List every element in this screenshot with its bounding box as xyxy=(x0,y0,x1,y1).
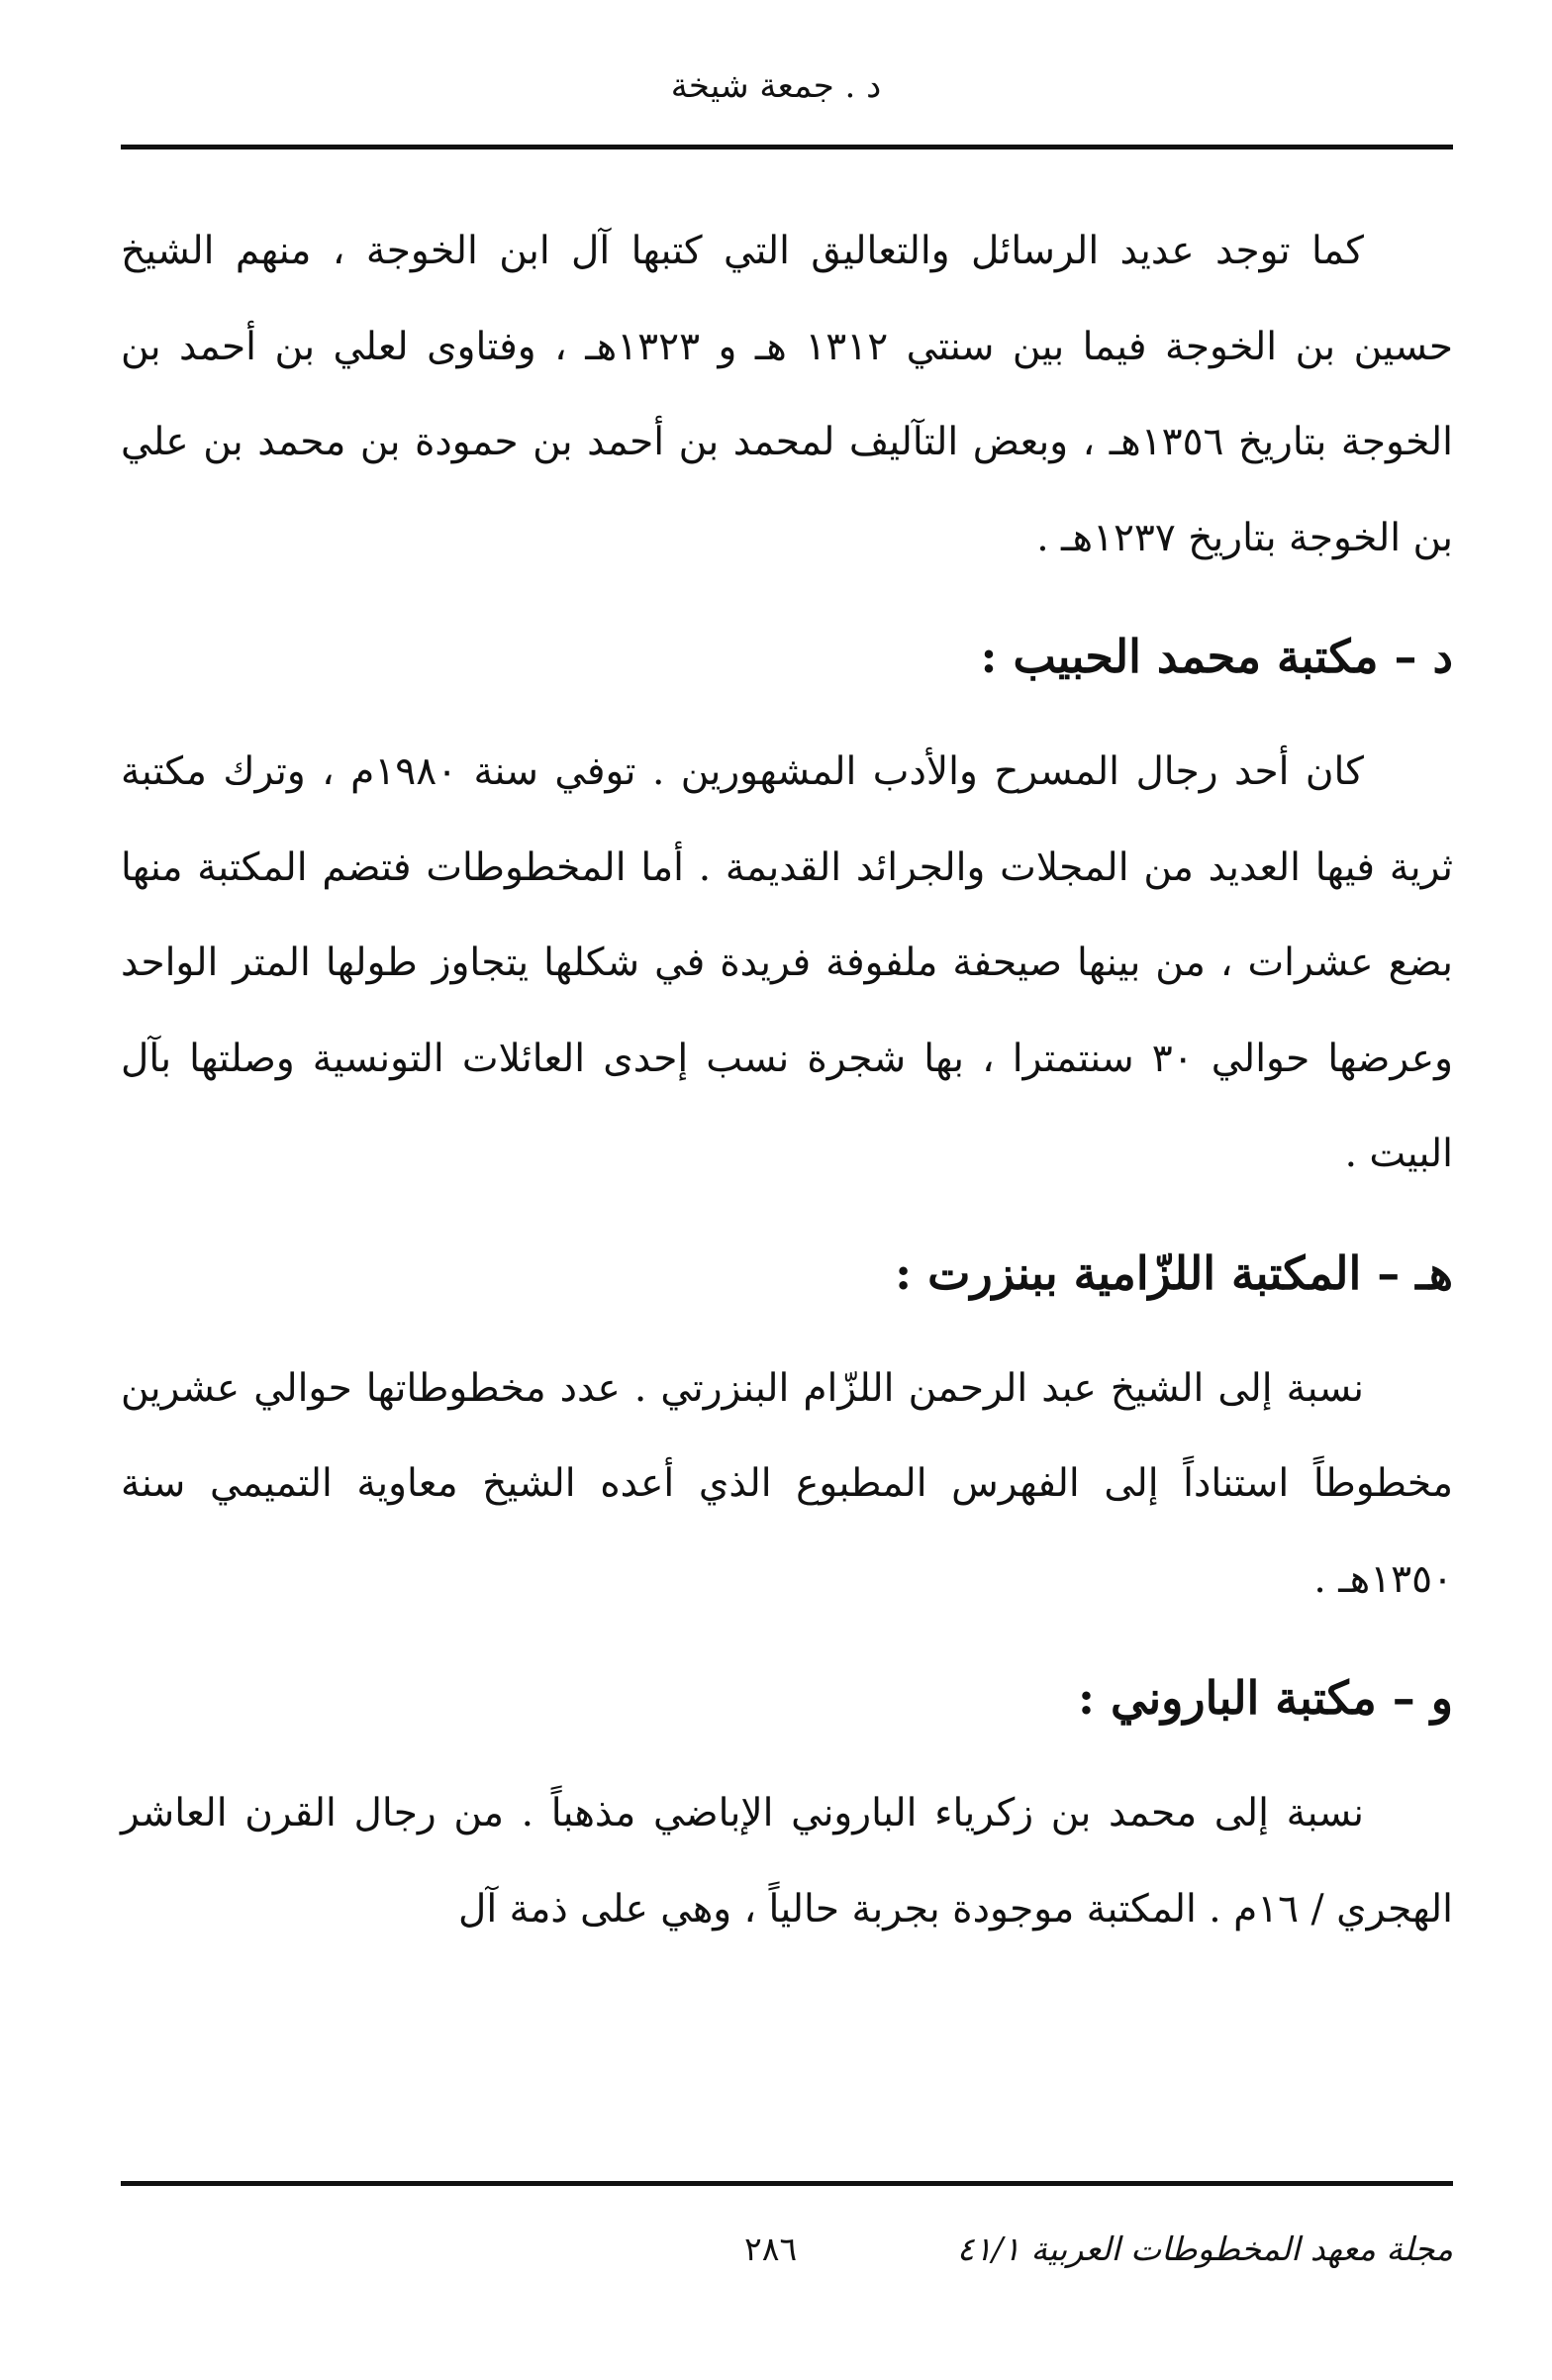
spacer xyxy=(121,1308,1453,1341)
page-footer xyxy=(121,2230,1453,2289)
section-paragraph-habib-library: كان أحد رجال المسرح والأدب المشهورين . توفي سنة ١٩٨٠م ، وترك مكتبة ثرية فيها العديد من المجلات والجرائد القديمة . أما المخطوطات فتضم المكتبة منها بضع عشرات ، من بينها صيحفة ملفوفة فريدة في شكلها يتجاوز طولها المتر الواحد وعرضها حوالي ٣٠ سنتمترا ، بها شجرة نسب إحدى العائلات التونسية وصلتها بآل البيت . xyxy=(121,749,1453,1176)
section-heading-lazzamiya-library: هـ – المكتبة اللزّامية ببنزرت : xyxy=(895,1245,1453,1300)
section-paragraph-lazzamiya-library: نسبة إلى الشيخ عبد الرحمن اللزّام البنزرتي . عدد مخطوطاتها حوالي عشرين مخطوطاً استناداً إلى الفهرس المطبوع الذي أعده الشيخ معاوية التميمي سنة ١٣٥٠هـ . xyxy=(121,1365,1453,1602)
spacer xyxy=(121,1203,1453,1239)
spacer xyxy=(121,1733,1453,1766)
header-rule xyxy=(121,145,1453,149)
footer-rule xyxy=(121,2181,1453,2186)
section-paragraph-barouni-library: نسبة إلى محمد بن زكرياء الباروني الإباضي مذهباً . من رجال القرن العاشر الهجري / ١٦م . المكتبة موجودة بجربة حالياً ، وهي على ذمة آل xyxy=(121,1791,1453,1932)
section-heading-habib-library: د – مكتبة محمد الحبيب : xyxy=(980,630,1453,683)
spacer xyxy=(121,691,1453,725)
section-heading-barouni-library: و – مكتبة الباروني : xyxy=(1078,1671,1453,1725)
spacer xyxy=(121,586,1453,622)
spacer xyxy=(121,1628,1453,1663)
intro-paragraph: كما توجد عديد الرسائل والتعاليق التي كتبها آل ابن الخوجة ، منهم الشيخ حسين بن الخوجة فيما بين سنتي ١٣١٢ هـ و ١٣٢٣هـ ، وفتاوى لعلي بن أحمد بن الخوجة بتاريخ ١٣٥٦هـ ، وبعض التآليف لمحمد بن أحمد بن حمودة بن محمد بن علي بن الخوجة بتاريخ ١٢٣٧هـ . xyxy=(121,229,1453,560)
footer-journal-title: مجلة معهد المخطوطات العربية ٤١/١ xyxy=(956,2230,1453,2268)
running-head-author: د . جمعة شيخة xyxy=(670,66,882,106)
page-body xyxy=(121,204,1453,1957)
page-number: ٢٨٦ xyxy=(744,2230,798,2268)
